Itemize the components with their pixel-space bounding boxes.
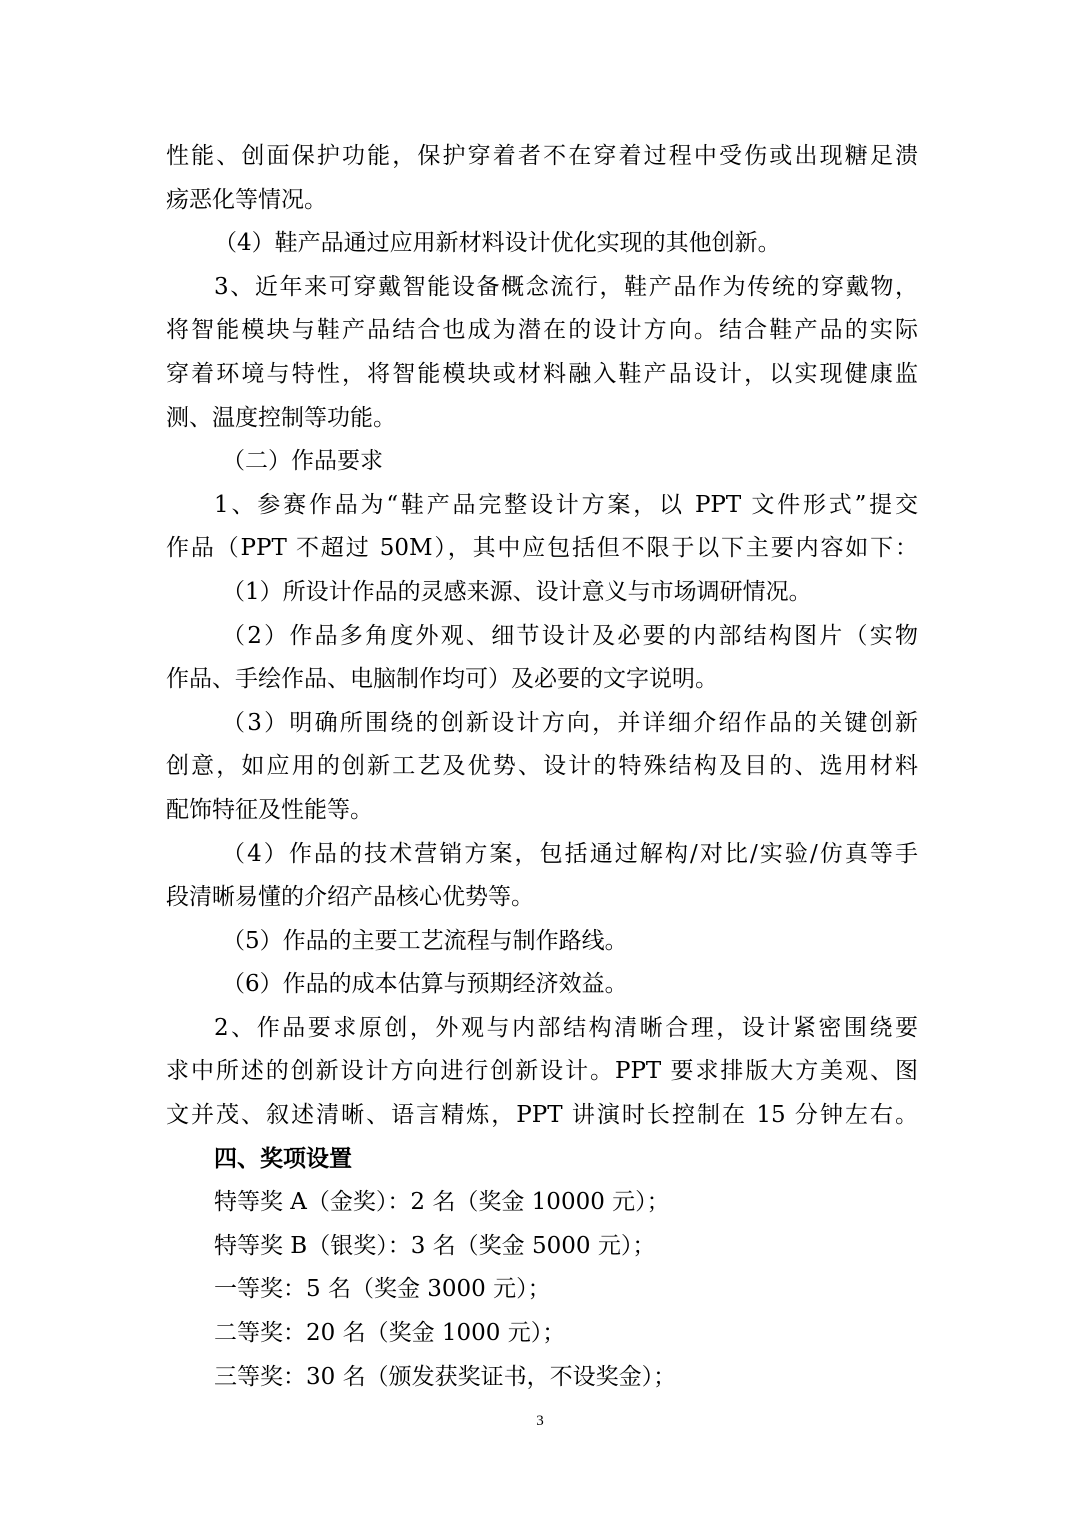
paragraph-line: 作品、手绘作品、电脑制作均可）及必要的文字说明。 — [166, 666, 718, 693]
award-item: 特等奖 B（银奖）：3 名（奖金 5000 元）； — [214, 1232, 656, 1259]
award-item: 一等奖：5 名（奖金 3000 元）； — [214, 1276, 551, 1303]
document-body — [166, 135, 918, 1399]
section-subheading: （二）作品要求 — [222, 448, 383, 475]
paragraph-line: 3、近年来可穿戴智能设备概念流行，鞋产品作为传统的穿戴物， — [214, 273, 918, 300]
paragraph-line: 求中所述的创新设计方向进行创新设计。PPT 要求排版大方美观、图 — [166, 1058, 918, 1085]
list-item: （4）作品的技术营销方案，包括通过解构/对比/实验/仿真等手 — [222, 840, 918, 867]
paragraph-line: 疡恶化等情况。 — [166, 186, 327, 213]
paragraph-line: 1、参赛作品为“鞋产品完整设计方案，以 PPT 文件形式”提交 — [214, 491, 918, 518]
list-item: （1）所设计作品的灵感来源、设计意义与市场调研情况。 — [222, 578, 812, 605]
page-number: 3 — [536, 1413, 544, 1429]
award-item: 三等奖：30 名（颁发获奖证书，不设奖金）； — [214, 1363, 677, 1390]
paragraph-line: 段清晰易懂的介绍产品核心优势等。 — [166, 884, 534, 911]
paragraph-line: 配饰特征及性能等。 — [166, 796, 373, 823]
paragraph-line: 将智能模块与鞋产品结合也成为潜在的设计方向。结合鞋产品的实际 — [166, 317, 918, 344]
section-heading: 四、奖项设置 — [214, 1145, 352, 1172]
paragraph-line: 穿着环境与特性，将智能模块或材料融入鞋产品设计，以实现健康监 — [166, 360, 918, 387]
paragraph-line: 2、作品要求原创，外观与内部结构清晰合理，设计紧密围绕要 — [214, 1014, 918, 1041]
paragraph-line: 创意，如应用的创新工艺及优势、设计的特殊结构及目的、选用材料 — [166, 753, 918, 780]
paragraph-line: 性能、创面保护功能，保护穿着者不在穿着过程中受伤或出现糖足溃 — [166, 143, 918, 169]
paragraph-line: 文并茂、叙述清晰、语言精炼，PPT 讲演时长控制在 15 分钟左右。 — [166, 1102, 918, 1129]
paragraph-line: （4）鞋产品通过应用新材料设计优化实现的其他创新。 — [214, 230, 781, 257]
paragraph-line: 测、温度控制等功能。 — [166, 404, 396, 431]
award-item: 特等奖 A（金奖）：2 名（奖金 10000 元）； — [214, 1189, 670, 1216]
paragraph-line: 作品（PPT 不超过 50M），其中应包括但不限于以下主要内容如下： — [166, 535, 918, 562]
list-item: （5）作品的主要工艺流程与制作路线。 — [222, 927, 628, 954]
list-item: （6）作品的成本估算与预期经济效益。 — [222, 971, 628, 998]
award-item: 二等奖：20 名（奖金 1000 元）； — [214, 1320, 566, 1347]
list-item: （2）作品多角度外观、细节设计及必要的内部结构图片（实物 — [222, 622, 918, 649]
list-item: （3）明确所围绕的创新设计方向，并详细介绍作品的关键创新 — [222, 709, 918, 736]
